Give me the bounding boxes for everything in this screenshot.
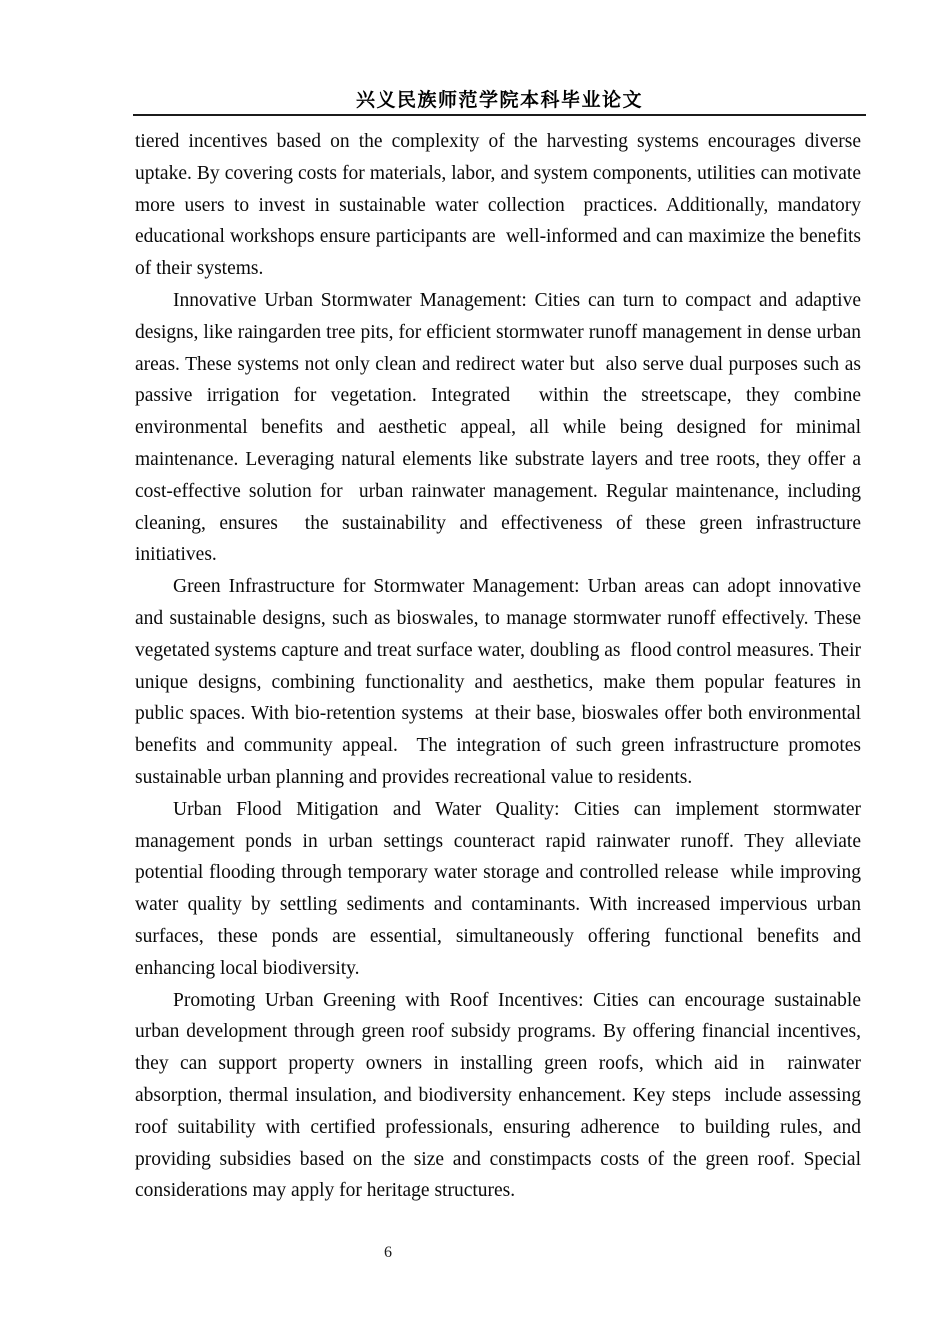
body-paragraph: Urban Flood Mitigation and Water Quality: Cities can implement stormwater management ponds in urban settings counteract rapid rainwater runoff. They alleviate potential flooding through temporary water storage and controlled release while improving water quality by settling sediments and contaminants. With increased impervious urban surfaces, these ponds are essential, simultaneously offering functional benefits and enhancing local biodiversity.: [135, 798, 866, 979]
document-body: [135, 126, 871, 1207]
body-paragraph: Promoting Urban Greening with Roof Incentives: Cities can encourage sustainable urban development through green roof subsidy programs. By offering financial incentives, they can support property owners in installing green roofs, which aid in rainwater absorption, thermal insulation, and biodiversity enhancement. Key steps include assessing roof suitability with certified professionals, ensuring adherence to building rules, and providing subsidies based on the size and constimpacts costs of the green roof. Special considerations may apply for heritage structures.: [135, 989, 871, 1202]
header-divider: [133, 114, 866, 116]
body-paragraph: Innovative Urban Stormwater Management: Cities can turn to compact and adaptive designs, like raingarden tree pits, for efficient stormwater runoff management in dense urban areas. These systems not only clean and redirect water but also serve dual purposes such as passive irrigation for vegetation. Integrated within the streetscape, they combine environmental benefits and aesthetic appeal, all while being designed for minimal maintenance. Leveraging natural elements like substrate layers and tree roots, they offer a cost-effective solution for urban rainwater management. Regular maintenance, including cleaning, ensures the sustainability and effectiveness of these green infrastructure initiatives.: [135, 289, 866, 566]
header-title: 兴义民族师范学院本科毕业论文: [355, 89, 643, 111]
page-number: 6: [384, 1244, 392, 1261]
page-footer: [135, 1243, 861, 1263]
body-paragraph: tiered incentives based on the complexity of the harvesting systems encourages diverse uptake. By covering costs for materials, labor, and system components, utilities can motivate more users to invest in sustainable water collection practices. Additionally, mandatory educational workshops ensure participants are well-informed and can maximize the benefits of their systems.: [135, 131, 866, 280]
body-paragraph: Green Infrastructure for Stormwater Management: Urban areas can adopt innovative and sustainable designs, such as bioswales, to manage stormwater runoff effectively. These vegetated systems capture and treat surface water, doubling as flood control measures. Their unique designs, combining functionality and aesthetics, make them popular features in public spaces. With bio-retention systems at their base, bioswales offer both environmental benefits and community appeal. The integration of such green infrastructure promotes sustainable urban planning and provides recreational value to residents.: [135, 576, 866, 788]
page-header: [133, 88, 866, 124]
